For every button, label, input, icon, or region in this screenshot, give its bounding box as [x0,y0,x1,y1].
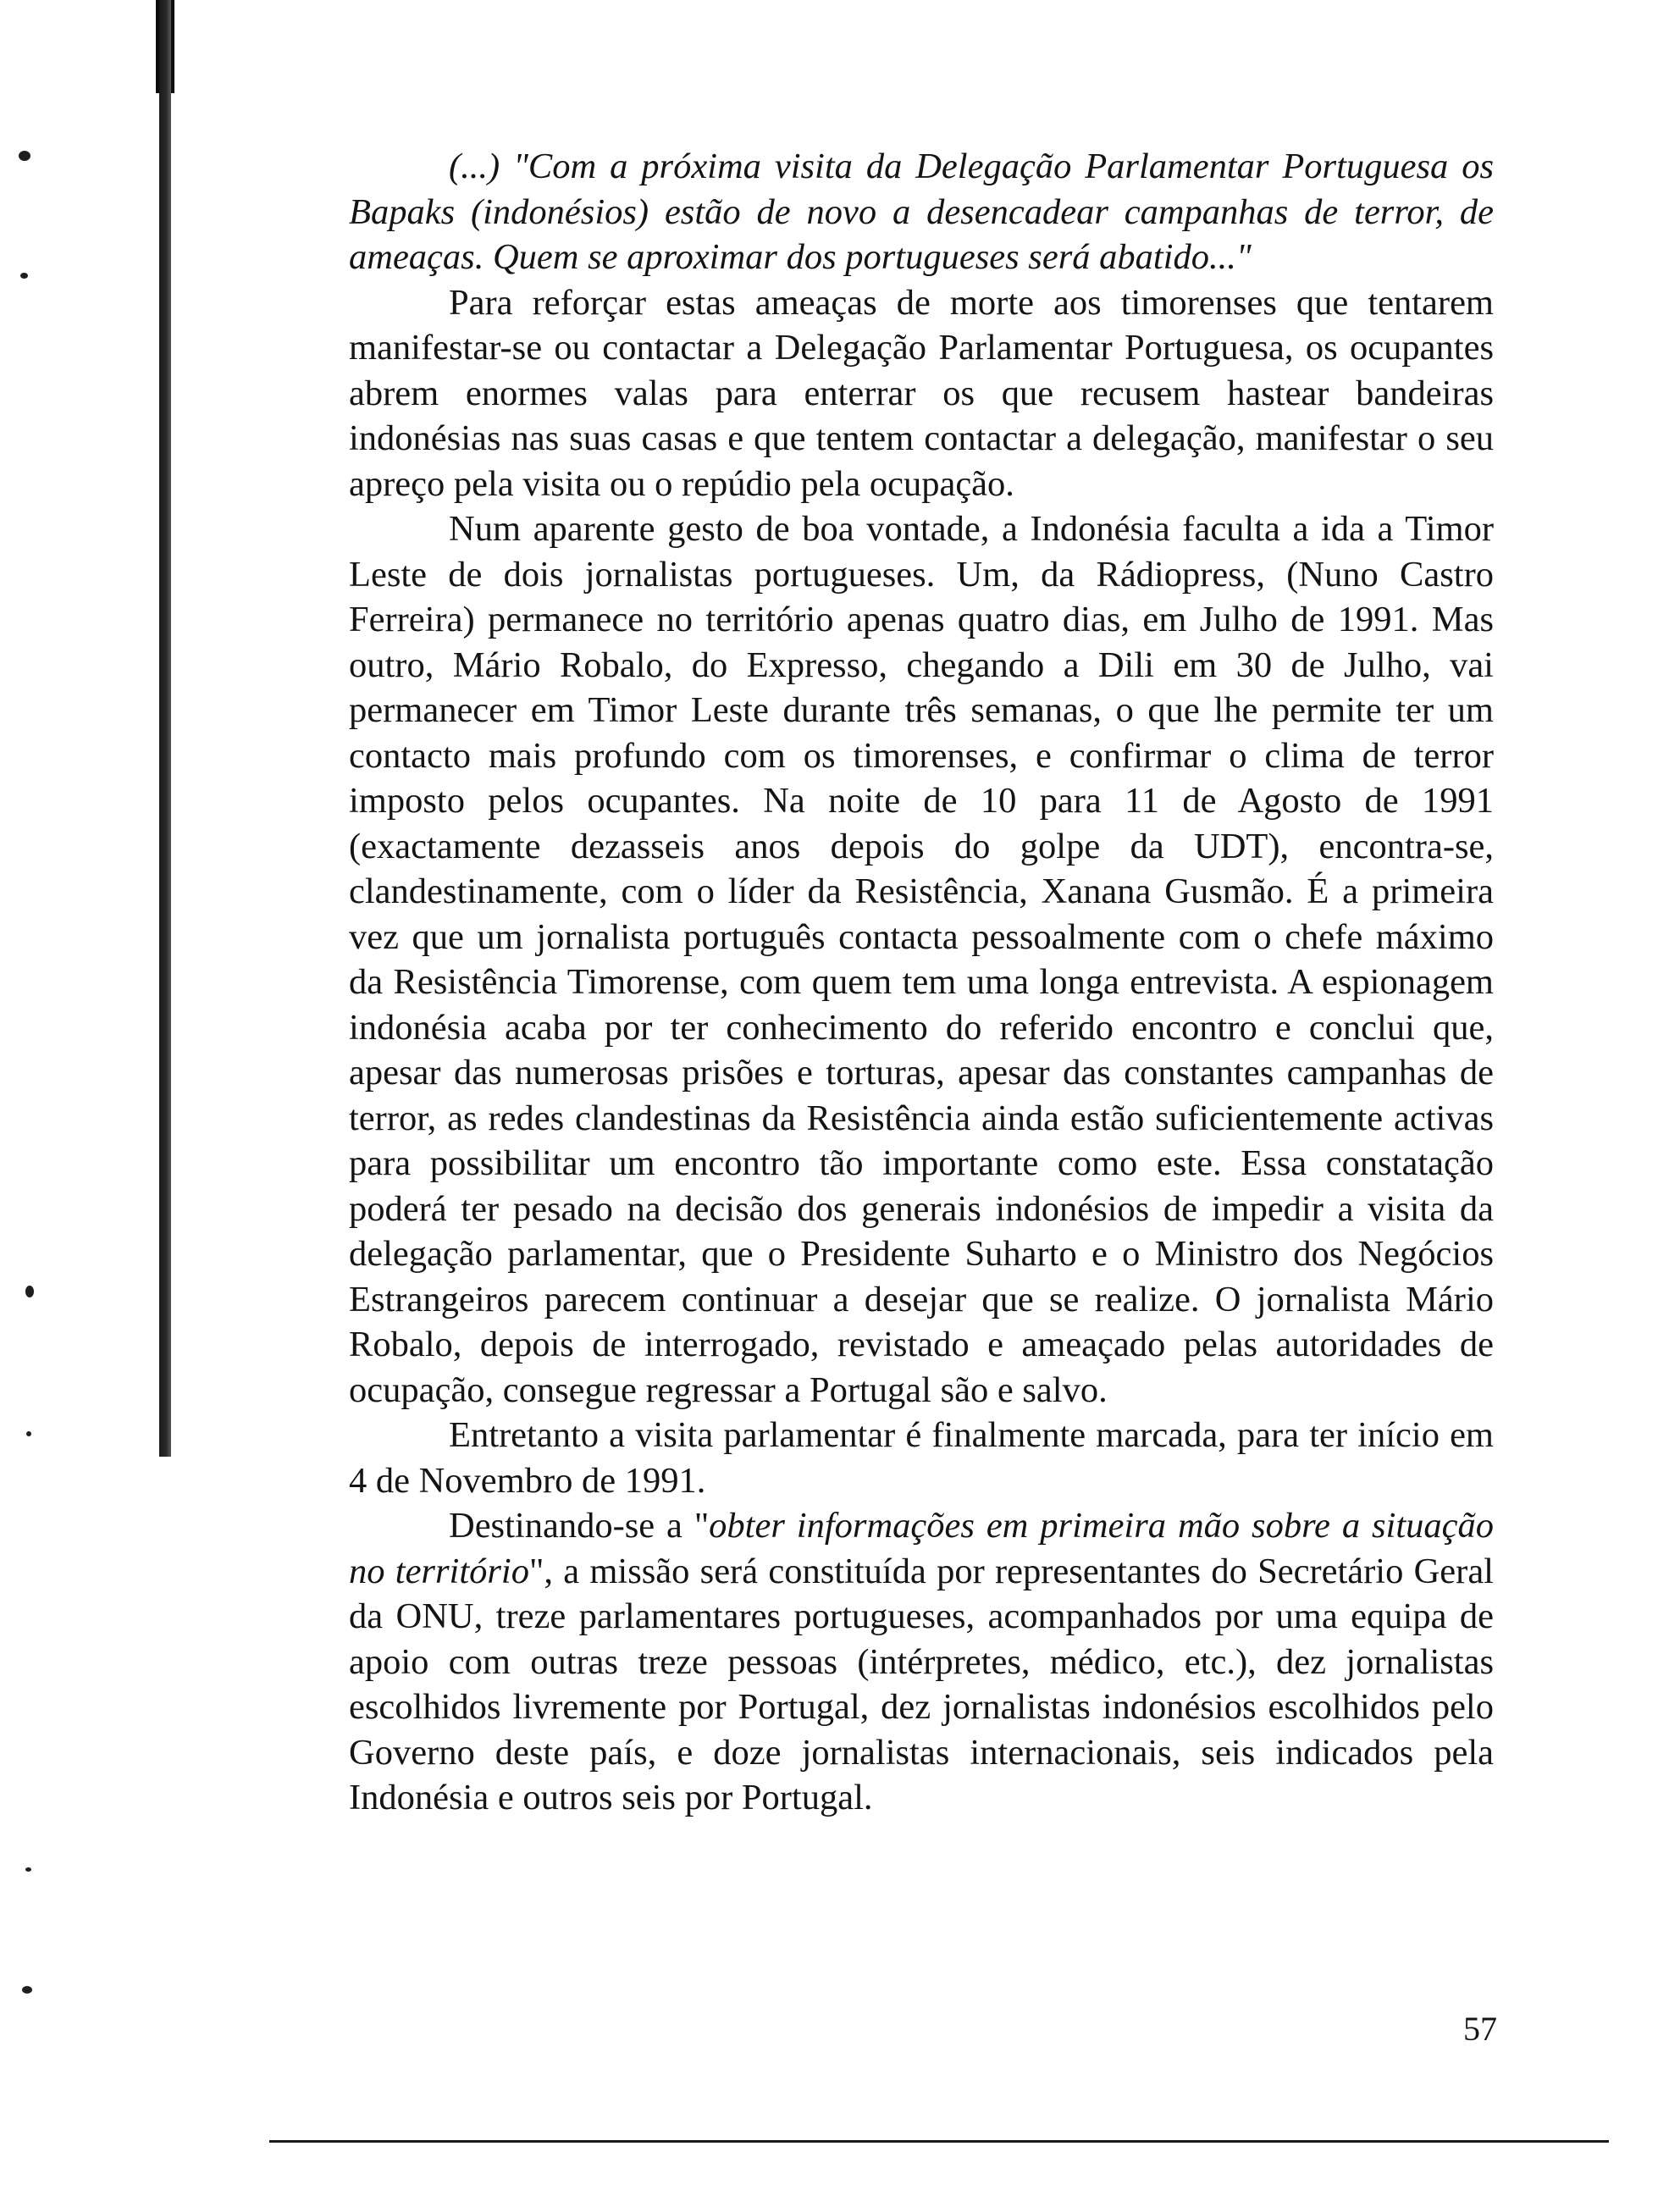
scan-speck [26,1431,31,1436]
body-paragraph [349,280,1494,507]
body-paragraph [349,506,1494,1413]
scan-speck [20,273,28,279]
paragraph-text: ", a missão será constituída por representantes do Secretário Geral da ONU, treze parlamentares portugueses, acompanhados por uma equipa de apoio com outras treze pessoas (intérpretes, médico, etc.), dez jornalistas escolhidos livremente por Portugal, dez jornalistas indonésios escolhidos pelo Governo deste país, e doze jornalistas internacionais, seis indicados pela Indonésia e outros seis por Portugal. [349,1551,1494,1817]
paragraph-text: Para reforçar estas ameaças de morte aos timorenses que tentarem manifestar-se ou contactar a Delegação Parlamentar Portuguesa, os ocupantes abrem enormes valas para enterrar os que recusem hastear bandeiras indonésias nas suas casas e que tentem contactar a delegação, manifestar o seu apreço pela visita ou o repúdio pela ocupação. [349,282,1494,504]
italic-text: (...) "Com a próxima visita da Delegação Parlamentar Portuguesa os Bapaks (indonésios) estão de novo a desencadear campanhas de terror, de ameaças. Quem se aproximar dos portugueses será abatido..." [349,147,1494,277]
scan-speck [19,151,30,161]
scan-speck [25,1286,34,1297]
scan-speck [22,1986,32,1994]
scan-speck [25,1867,31,1872]
paragraph-text: Num aparente gesto de boa vontade, a Indonésia faculta a ida a Timor Leste de dois jornalistas portugueses. Um, da Rádiopress, (Nuno Castro Ferreira) permanece no território apenas quatro dias, em Julho de 1991. Mas outro, Mário Robalo, do Expresso, chegando a Dili em 30 de Julho, vai permanecer em Timor Leste durante três semanas, o que lhe permite ter um contacto mais profundo com os timorenses, e confirmar o clima de terror imposto pelos ocupantes. Na noite de 10 para 11 de Agosto de 1991 (exactamente dezasseis anos depois do golpe da UDT), encontra-se, clandestinamente, com o líder da Resistência, Xanana Gusmão. É a primeira vez que um jornalista português contacta pessoalmente com o chefe máximo da Resistência Timorense, com quem tem uma longa entrevista. A espionagem indonésia acaba por ter conhecimento do referido encontro e conclui que, apesar das numerosas prisões e torturas, apesar das constantes campanhas de terror, as redes clandestinas da Resistência ainda estão suficientemente activas para possibilitar um encontro tão importante como este. Essa constatação poderá ter pesado na decisão dos generais indonésios de impedir a visita da delegação parlamentar, que o Presidente Suharto e o Ministro dos Negócios Estrangeiros parecem continuar a desejar que se realize. O jornalista Mário Robalo, depois de interrogado, revistado e ameaçado pelas autoridades de ocupação, consegue regressar a Portugal são e salvo. [349,509,1494,1410]
body-paragraph [349,1413,1494,1503]
footer-rule [269,2140,1609,2143]
body-paragraph [349,1503,1494,1821]
italic-text: obter informações em primeira mão sobre a situação no território [349,1506,1494,1591]
paragraph-text: Entretanto a visita parlamentar é finalmente marcada, para ter início em 4 de Novembro de 1991. [349,1415,1494,1501]
paragraph-text: Destinando-se a " [449,1506,710,1546]
document-body [349,144,1494,1821]
page-number: 57 [1463,2010,1497,2048]
quotation-paragraph [349,144,1494,280]
scan-binding-shadow [159,0,171,1457]
